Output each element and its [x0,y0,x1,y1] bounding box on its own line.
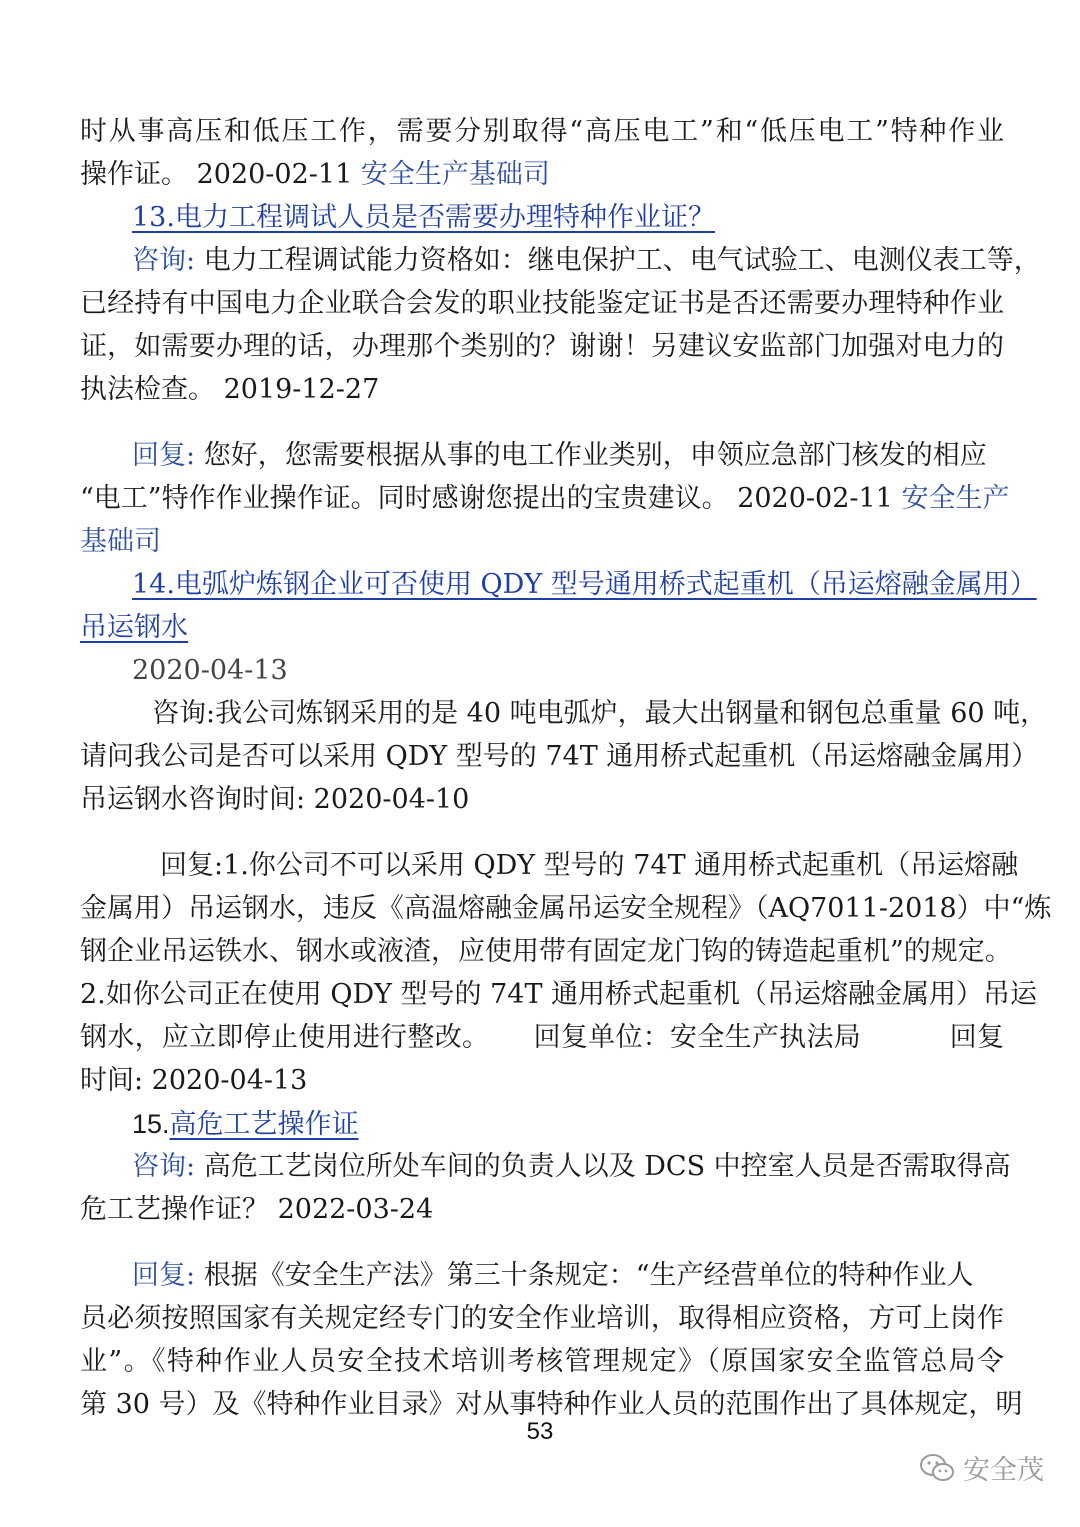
text-line: 时从事高压和低压工作，需要分别取得“高压电工”和“低压电工”特种作业 [80,116,1004,147]
text-line: 钢水，应立即停止使用进行整改。 回复单位：安全生产执法局 回复 [80,1022,1004,1053]
question-13-title[interactable] [132,198,715,238]
watermark [919,1448,1044,1487]
wechat-icon [919,1453,955,1483]
source-label: 基础司 [80,526,161,557]
text-line: 业”。《特种作业人员安全技术培训考核管理规定》（原国家安全监管总局令 [80,1346,1004,1377]
text-line [132,1256,974,1296]
text-line [80,522,161,562]
reply-label: 回复: [132,440,196,471]
text-fragment: 高危工艺岗位所处车间的负责人以及 DCS 中控室人员是否需取得高 [195,1151,1011,1182]
question-14-title[interactable] [132,565,1037,605]
text-line: 请问我公司是否可以采用 QDY 型号的 74T 通用桥式起重机（吊运熔融金属用） [80,741,1039,772]
text-line: 执法检查。 2019-12-27 [80,374,380,405]
text-line: 回复:1.你公司不可以采用 QDY 型号的 74T 通用桥式起重机（吊运熔融 [160,850,1019,881]
text-line: 咨询:我公司炼钢采用的是 40 吨电弧炉，最大出钢量和钢包总重量 60 吨， [152,698,1048,729]
reply-label: 回复: [132,1260,196,1291]
inquiry-label: 咨询: [132,1151,196,1182]
text-fragment: 根据《安全生产法》第三十条规定：“生产经营单位的特种作业人 [195,1260,974,1291]
text-line: 吊运钢水咨询时间: 2020-04-10 [80,784,470,815]
question-15-title[interactable] [132,1104,359,1144]
text-line: 2.如你公司正在使用 QDY 型号的 74T 通用桥式起重机（吊运熔融金属用）吊运 [80,979,1038,1010]
text-line: 钢企业吊运铁水、钢水或液渣，应使用带有固定龙门钩的铸造起重机”的规定。 [80,936,1012,967]
question-title-link[interactable]: 14.电弧炉炼钢企业可否使用 QDY 型号通用桥式起重机（吊运熔融金属用） [132,569,1037,600]
text-line: 已经持有中国电力企业联合会发的职业技能鉴定证书是否还需要办理特种作业 [80,288,1004,319]
date-line: 2020-04-13 [132,655,288,686]
text-fragment: 电力工程调试能力资格如：继电保护工、电气试验工、电测仪表工等， [195,245,1041,276]
question-number: 15. [132,1109,170,1139]
question-title-link[interactable]: 13.电力工程调试人员是否需要办理特种作业证？ [132,202,715,233]
text-line [80,479,1009,519]
text-line [132,1147,1011,1187]
text-line: 危工艺操作证？ 2022-03-24 [80,1194,434,1225]
text-fragment: 操作证。 2020-02-11 [80,159,361,190]
text-line [80,155,550,195]
text-line: 证，如需要办理的话，办理那个类别的？谢谢！另建议安监部门加强对电力的 [80,331,1004,362]
inquiry-label: 咨询: [132,245,196,276]
question-14-title-continued[interactable] [80,608,188,648]
watermark-text: 安全茂 [963,1455,1044,1486]
text-line [132,436,987,476]
text-fragment: “电工”特作作业操作证。同时感谢您提出的宝贵建议。 2020-02-11 [80,483,902,514]
text-line [132,241,1041,281]
text-line: 时间: 2020-04-13 [80,1065,308,1096]
source-label: 安全生产 [901,483,1010,514]
text-line: 员必须按照国家有关规定经专门的安全作业培训，取得相应资格，方可上岗作 [80,1303,1004,1334]
question-title-link[interactable]: 吊运钢水 [80,612,188,643]
source-label: 安全生产基础司 [360,159,550,190]
text-line: 金属用）吊运钢水，违反《高温熔融金属吊运安全规程》（AQ7011-2018）中“炼 [80,893,1052,924]
page-number: 53 [526,1418,554,1445]
text-line: 第 30 号）及《特种作业目录》对从事特种作业人员的范围作出了具体规定，明 [80,1389,1023,1420]
question-title-link[interactable]: 高危工艺操作证 [169,1109,359,1140]
text-fragment: 您好，您需要根据从事的电工作业类别，申领应急部门核发的相应 [195,440,987,471]
